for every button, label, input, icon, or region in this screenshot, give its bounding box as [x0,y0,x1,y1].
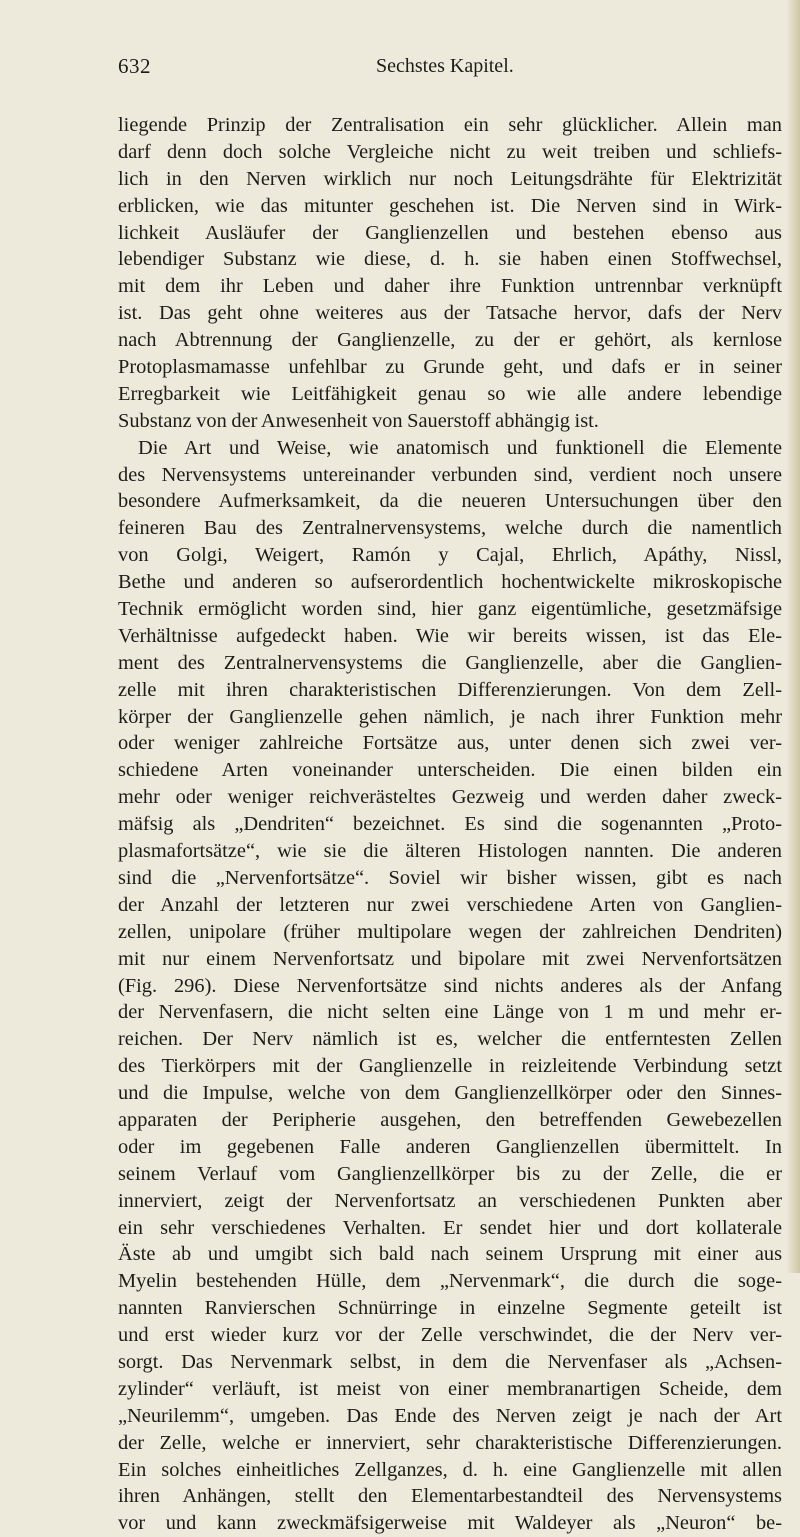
text-line: Ein solches einheitliches Zellganzes, d. h. eine Ganglienzelle mit allen [118,1458,782,1481]
text-line: ment des Zentralnervensystems die Ganglienzelle, aber die Ganglien- [118,651,782,674]
text-line: Erregbarkeit wie Leitfähigkeit genau so wie alle andere lebendige [118,382,782,405]
text-line: lichkeit Ausläufer der Ganglienzellen und bestehen ebenso aus [118,221,782,244]
text-line: Äste ab und umgibt sich bald nach seinem Ursprung mit einer aus [118,1243,782,1266]
running-title: Sechstes Kapitel. [376,55,514,77]
text-line: feineren Bau des Zentralnervensystems, welche durch die namentlich [118,517,782,540]
text-line: liegende Prinzip der Zentralisation ein sehr glücklicher. Allein man [118,114,782,136]
text-line: des Nervensystems untereinander verbunden sind, verdient noch unsere [118,463,782,486]
page-edge-shadow [786,0,800,1273]
text-line: nannten Ranvierschen Schnürringe in einzelne Segmente geteilt ist [118,1297,782,1320]
text-line: besondere Aufmerksamkeit, da die neueren Untersuchungen über den [118,490,782,513]
text-line: Substanz von der Anwesenheit von Sauerstoff abhängig ist. [118,409,599,432]
text-line: ihren Anhängen, stellt den Elementarbestandteil des Nervensystems [118,1485,782,1508]
text-line: erblicken, wie das mitunter geschehen ist. Die Nerven sind in Wirk- [118,194,782,217]
text-line: Verhältnisse aufgedeckt haben. Wie wir bereits wissen, ist das Ele- [118,624,782,647]
text-line: seinem Verlauf vom Ganglienzellkörper bis zu der Zelle, die er [118,1162,782,1185]
text-line: ist. Das geht ohne weiteres aus der Tatsache hervor, dafs der Nerv [118,302,782,325]
text-line: mit dem ihr Leben und daher ihre Funktion untrennbar verknüpft [118,275,782,298]
text-line: zelle mit ihren charakteristischen Differenzierungen. Von dem Zell- [118,678,782,701]
text-line: schiedene Arten voneinander unterscheiden. Die einen bilden ein [118,759,782,782]
text-line: zylinder“ verläuft, ist meist von einer membranartigen Scheide, dem [118,1377,782,1400]
text-line: von Golgi, Weigert, Ramón y Cajal, Ehrlich, Apáthy, Nissl, [118,544,782,567]
body-text [118,112,782,1537]
text-line: sorgt. Das Nervenmark selbst, in dem die Nervenfaser als „Achsen- [118,1350,782,1373]
text-line: Technik ermöglicht worden sind, hier ganz eigentümliche, gesetzmäfsige [118,598,782,621]
page-header [118,54,782,84]
text-line: der Anzahl der letzteren nur zwei verschiedene Arten von Ganglien- [118,893,782,916]
text-line: der Zelle, welche er innerviert, sehr charakteristische Differenzierungen. [118,1431,782,1454]
text-line: nach Abtrennung der Ganglienzelle, zu der er gehört, als kernlose [118,329,782,352]
text-line: mit nur einem Nervenfortsatz und bipolare mit zwei Nervenfortsätzen [118,947,782,970]
text-line: lich in den Nerven wirklich nur noch Leitungsdrähte für Elektrizität [118,167,782,190]
text-line: reichen. Der Nerv nämlich ist es, welcher die entferntesten Zellen [118,1028,782,1051]
text-line: und die Impulse, welche von dem Ganglienzellkörper oder den Sinnes- [118,1082,782,1105]
text-line: mehr oder weniger reichverästeltes Gezweig und werden daher zweck- [118,786,782,809]
text-line: innerviert, zeigt der Nervenfortsatz an verschiedenen Punkten aber [118,1189,782,1212]
text-line: lebendiger Substanz wie diese, d. h. sie haben einen Stoffwechsel, [118,248,782,271]
text-line: des Tierkörpers mit der Ganglienzelle in reizleitende Verbindung setzt [118,1055,782,1078]
text-line: Die Art und Weise, wie anatomisch und funktionell die Elemente [138,436,782,459]
text-line: plasmafortsätze“, wie sie die älteren Histologen nannten. Die anderen [118,840,782,863]
text-line: darf denn doch solche Vergleiche nicht zu weit treiben und schliefs- [118,140,782,163]
text-line: körper der Ganglienzelle gehen nämlich, je nach ihrer Funktion mehr [118,705,782,728]
text-line: apparaten der Peripherie ausgehen, den betreffenden Gewebezellen [118,1108,782,1131]
text-line: vor und kann zweckmäfsigerweise mit Waldeyer als „Neuron“ be- [118,1512,782,1535]
page-number: 632 [118,54,151,78]
text-line: der Nervenfasern, die nicht selten eine Länge von 1 m und mehr er- [118,1001,782,1024]
text-line: „Neurilemm“, umgeben. Das Ende des Nerven zeigt je nach der Art [118,1404,782,1427]
text-line: Protoplasmamasse unfehlbar zu Grunde geht, und dafs er in seiner [118,356,782,379]
text-line: zellen, unipolare (früher multipolare wegen der zahlreichen Dendriten) [118,920,782,943]
text-line: Myelin bestehenden Hülle, dem „Nervenmark“, die durch die soge- [118,1270,782,1293]
text-line: (Fig. 296). Diese Nervenfortsätze sind nichts anderes als der Anfang [118,974,782,997]
text-line: und erst wieder kurz vor der Zelle verschwindet, die der Nerv ver- [118,1324,782,1347]
text-line: Bethe und anderen so aufserordentlich hochentwickelte mikroskopische [118,571,782,594]
text-line: oder im gegebenen Falle anderen Ganglienzellen übermittelt. In [118,1135,782,1158]
text-line: oder weniger zahlreiche Fortsätze aus, unter denen sich zwei ver- [118,732,782,755]
text-line: mäfsig als „Dendriten“ bezeichnet. Es sind die sogenannten „Proto- [118,813,782,836]
text-line: ein sehr verschiedenes Verhalten. Er sendet hier und dort kollaterale [118,1216,782,1239]
text-line: sind die „Nervenfortsätze“. Soviel wir bisher wissen, gibt es nach [118,866,782,889]
